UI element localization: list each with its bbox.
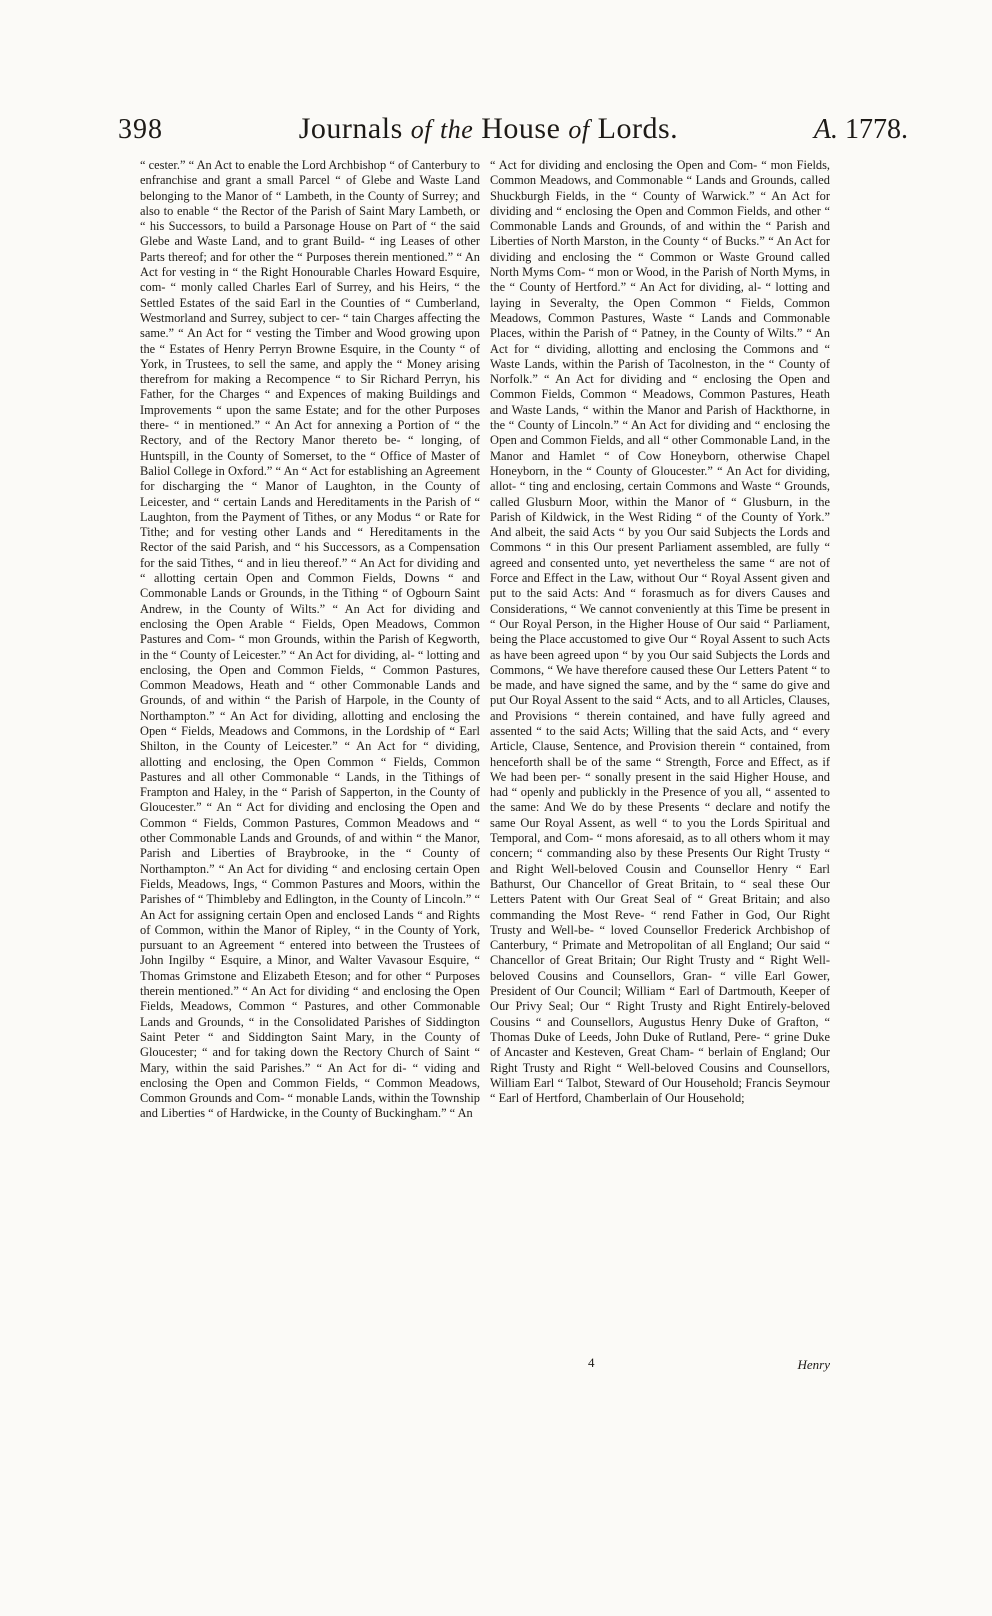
title-word: House xyxy=(481,112,561,145)
title-word: Lords. xyxy=(597,112,679,145)
signature-mark: 4 xyxy=(588,1355,595,1370)
year-value: 1778. xyxy=(845,114,908,145)
left-column xyxy=(140,158,480,1353)
text-columns xyxy=(140,158,830,1353)
year-prefix: A. xyxy=(813,114,838,145)
right-column xyxy=(490,158,830,1353)
year-label xyxy=(814,114,908,146)
page-header xyxy=(118,112,908,152)
page-number: 398 xyxy=(118,114,163,145)
title-word: of xyxy=(410,115,432,144)
catchword: Henry xyxy=(797,1357,830,1372)
title-word: Journals xyxy=(298,112,403,145)
right-column-text: “ Act for dividing and enclosing the Open and Com- “ mon Fields, Common Meadows, and Commonable “ Lands and Grounds, called Shuckburgh Fields, in the “ County of Warwick.” “ An Act for dividing and “ enclosing the Open and Common Fields, and other “ Commonable Lands and Grounds, of and within the “ Parish and Liberties of North Marston, in the County “ of Bucks.” “ An Act for dividing and enclosing the “ Common or Waste Ground called North Myms Com- “ mon or Wood, in the Parish of North Myms, in the “ County of Hertford.” “ An Act for dividing, al- “ lotting and laying in Severalty, the Open Common “ Fields, Common Meadows, Common Pastures, Waste “ Lands and Commonable Places, within the Parish of “ Patney, in the County of Wilts.” “ An Act for “ dividing, allotting and enclosing the Commons and “ Waste Lands, within the Parish of Tacolneston, in the “ County of Norfolk.” “ An Act for dividing and “ enclosing the Open and Common Fields, Common “ Meadows, Common Pastures, Heath and Waste Lands, “ within the Manor and Parish of Hackthorne, in the “ County of Lincoln.” “ An Act for dividing and “ enclosing the Open and Common Fields, and all “ other Commonable Land, in the Manor and Hamlet “ of Cow Honeyborn, otherwise Chapel Honeyborn, in the “ County of Gloucester.” “ An Act for dividing, allot- “ ting and enclosing, certain Commons and Waste “ Grounds, called Glusburn Moor, within the Manor of “ Glusburn, in the Parish of Kildwick, in the West Riding “ of the County of York.” And albeit, the said Acts “ by you Our said Subjects the Lords and Commons “ in this Our present Parliament assembled, are fully “ agreed and consented unto, yet nevertheless the same “ are not of Force and Effect in the Law, without Our “ Royal Assent given and put to the said Acts: And “ forasmuch as for divers Causes and Considerations, “ We cannot conveniently at this Time be present in “ Our Royal Person, in the Higher House of Our said “ Parliament, being the Place accustomed to give Our “ Royal Assent to such Acts as have been agreed upon “ by you Our said Subjects the Lords and Commons, “ We have therefore caused these Our Letters Patent “ to be made, and have signed the same, and by the “ same do give and put Our Royal Assent to the said “ Acts, and to all Articles, Clauses, and Provisions “ therein contained, and have fully agreed and assented “ to the said Acts; Willing that the said Acts, and “ every Article, Clause, Sentence, and Provision therein “ contained, from henceforth shall be of the same “ Strength, Force and Effect, as if We had been per- “ sonally present in the said Higher House, and had “ openly and publickly in the Presence of you all, “ assented to the same: And We do by these Presents “ declare and notify the same Our Royal Assent, as well “ to you the Lords Spiritual and Temporal, and Com- “ mons aforesaid, as to all others whom it may concern; “ commanding also by these Presents Our Right Trusty “ and Right Well-beloved Cousin and Counsellor Henry “ Earl Bathurst, Our Chancellor of Great Britain, to “ seal these Our Letters Patent with Our Great Seal of “ Great Britain; and also commanding the Most Reve- “ rend Father in God, Our Right Trusty and Well-be- “ loved Counsellor Frederick Archbishop of Canterbury, “ Primate and Metropolitan of all England; Our said “ Chancellor of Great Britain; Our Right Trusty and “ Right Well-beloved Cousins and Counsellors, Gran- “ ville Earl Gower, President of Our Council; William “ Earl of Dartmouth, Keeper of Our Privy Seal; Our “ Right Trusty and Right Entirely-beloved Cousins “ and Counsellors, Augustus Henry Duke of Grafton, “ Thomas Duke of Leeds, John Duke of Rutland, Pere- “ grine Duke of Ancaster and Kesteven, Great Cham- “ berlain of England; Our Right Trusty and Right “ Well-beloved Cousins and Counsellors, William Earl “ Talbot, Steward of Our Household; Francis Seymour “ Earl of Hertford, Chamberlain of Our Household; xyxy=(490,158,830,1106)
running-title xyxy=(299,112,678,146)
left-column-text: “ cester.” “ An Act to enable the Lord Archbishop “ of Canterbury to enfranchise and grant a small Parcel “ of Glebe and Waste Land belonging to the Manor of “ Lambeth, in the County of Surrey; and also to enable “ the Rector of the Parish of Saint Mary Lambeth, or “ his Successors, to build a Parsonage House on Part of “ the said Glebe and Waste Land, and to grant Build- “ ing Leases of other Parts thereof; and for other the “ Purposes therein mentioned.” “ An Act for vesting in “ the Right Honourable Charles Howard Esquire, com- “ monly called Charles Earl of Surrey, and his Heirs, “ the Settled Estates of the said Earl in the Counties of “ Cumberland, Westmorland and Surrey, subject to cer- “ tain Charges affecting the same.” “ An Act for “ vesting the Timber and Wood growing upon the “ Estates of Henry Perryn Browne Esquire, in the County “ of York, in Trustees, to sell the same, and apply the “ Money arising therefrom for making a Recompence “ to Sir Richard Perryn, his Father, for the Charges “ and Expences of making Buildings and Improvements “ upon the same Estate; and for the other Purposes there- “ in mentioned.” “ An Act for annexing a Portion of “ the Rectory, and of the Rectory Manor thereto be- “ longing, of Huntspill, in the County of Somerset, to the “ Office of Master of Baliol College in Oxford.” “ An “ Act for establishing an Agreement for discharging the “ Manor of Laughton, in the County of Leicester, and “ certain Lands and Hereditaments in the Parish of “ Laughton, from the Payment of Tithes, or any Modus “ or Rate for Tithe; and for vesting other Lands and “ Hereditaments in the Rector of the said Parish, and “ his Successors, as a Compensation for the said Tithes, “ and in lieu thereof.” “ An Act for dividing and “ allotting certain Open and Common Fields, Downs “ and Commonable Lands or Grounds, in the Tithing “ of Ogbourn Saint Andrew, in the County of Wilts.” “ An Act for dividing and enclosing the Open Arable “ Fields, Open Meadows, Common Pastures and Com- “ mon Grounds, within the Parish of Kegworth, in the “ County of Leicester.” “ An Act for dividing, al- “ lotting and enclosing, the Open and Common Fields, “ Common Pastures, Common Meadows, Heath and “ other Commonable Lands and Grounds, of and within “ the Parish of Harpole, in the County of Northampton.” “ An Act for dividing, allotting and enclosing the Open “ Fields, Meadows and Commons, in the Lordship of “ Earl Shilton, in the County of Leicester.” “ An Act for “ dividing, allotting and enclosing, the Open Common “ Fields, Common Pastures and all other Commonable “ Lands, in the Tithings of Frampton and Haley, in the “ Parish of Sapperton, in the County of Gloucester.” “ An “ Act for dividing and enclosing the Open and Common “ Fields, Common Pastures, Common Meadows and “ other Commonable Lands and Grounds, of and within “ the Manor, Parish and Liberties of Braybrooke, in the “ County of Northampton.” “ An Act for dividing “ and enclosing certain Open Fields, Meadows, Ings, “ Common Pastures and Moors, within the Parishes of “ Thimbleby and Edlington, in the County of Lincoln.” “ An Act for assigning certain Open and enclosed Lands “ and Rights of Common, within the Manor of Ripley, “ in the County of York, pursuant to an Agreement “ entered into between the Trustees of John Ingilby “ Esquire, a Minor, and Walter Vavasour Esquire, “ Thomas Grimstone and Elizabeth Eteson; and for other “ Purposes therein mentioned.” “ An Act for dividing “ and enclosing the Open Fields, Meadows, Common “ Pastures, and other Commonable Lands and Grounds, “ in the Consolidated Parishes of Siddington Saint Peter “ and Siddington Saint Mary, in the County of Gloucester; “ and for taking down the Rectory Church of Saint “ Mary, within the said Parishes.” “ An Act for di- “ viding and enclosing the Open and Common Fields, “ Common Meadows, Common Grounds and Com- “ monable Lands, within the Township and Liberties “ of Hardwicke, in the County of Buckingham.” “ An xyxy=(140,158,480,1121)
title-word: the xyxy=(439,115,474,144)
page-footer xyxy=(140,1355,830,1379)
title-word: of xyxy=(568,115,590,144)
